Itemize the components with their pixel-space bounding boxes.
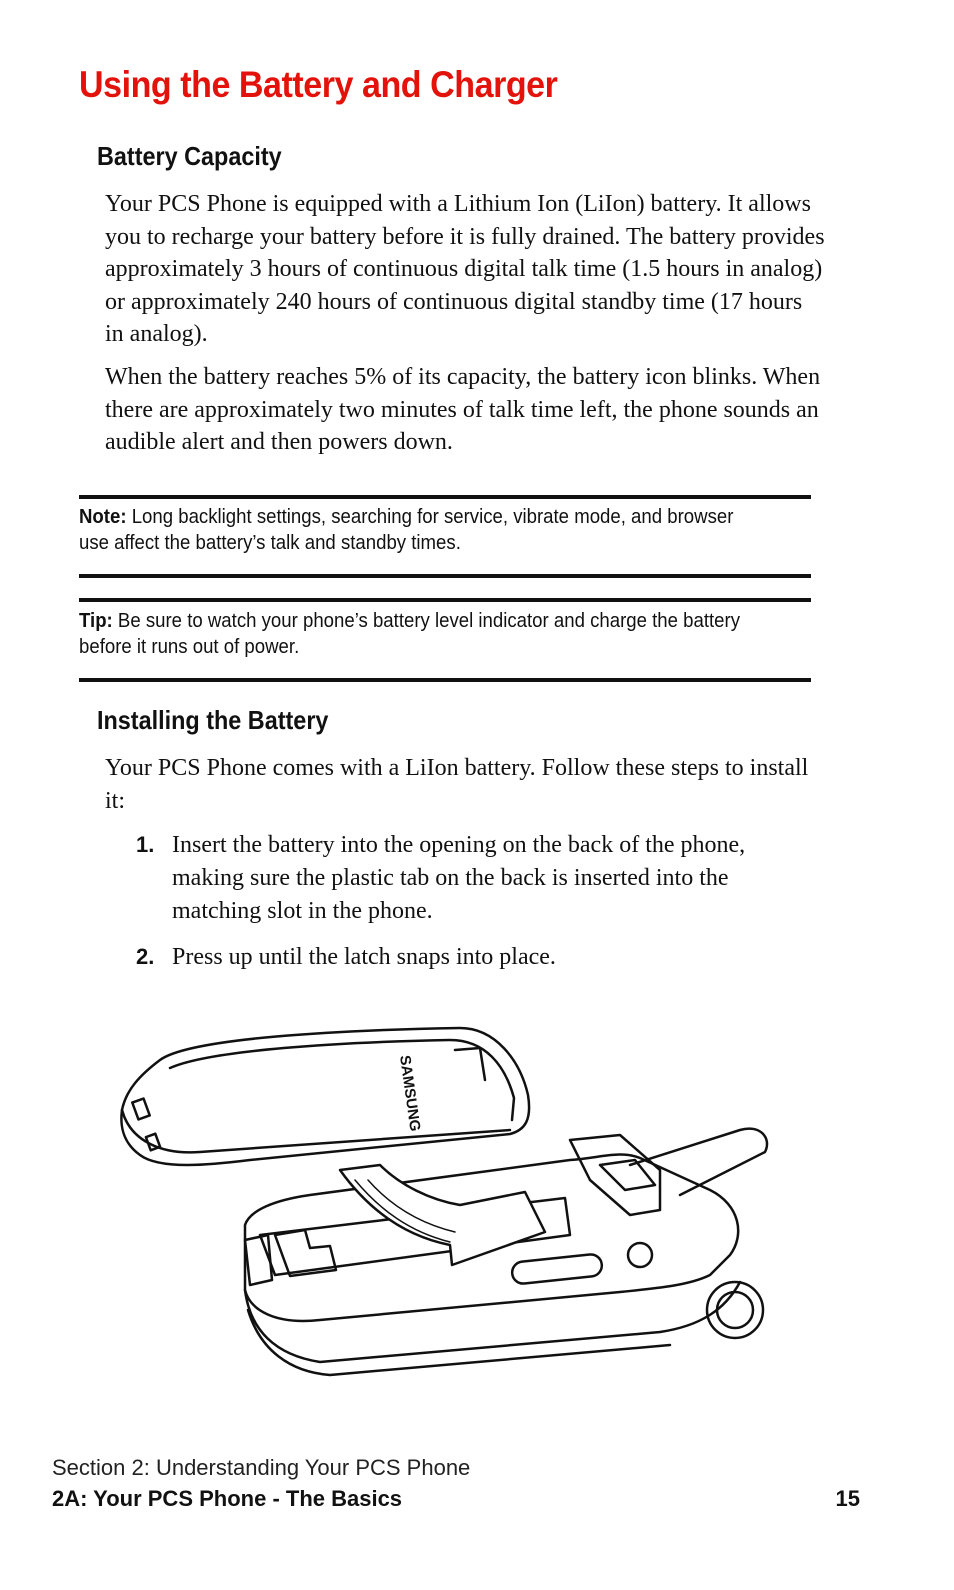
battery-installation-illustration — [100, 1020, 800, 1400]
page-number: 15 — [835, 1486, 860, 1511]
note-callout — [79, 504, 767, 556]
footer-section: Section 2: Understanding Your PCS Phone — [52, 1455, 471, 1480]
step-number: 1. — [136, 832, 155, 857]
tip-bottom-rule — [79, 678, 811, 682]
battery-cover — [121, 1028, 529, 1165]
tip-label: Tip: — [79, 610, 113, 632]
note-top-rule — [79, 495, 811, 499]
step-text: Press up until the latch snaps into place. — [172, 944, 556, 970]
installing-intro: Your PCS Phone comes with a LiIon battery. Follow these steps to install it: — [105, 755, 809, 814]
note-label: Note: — [79, 506, 127, 528]
tip-callout — [79, 608, 767, 660]
battery-capacity-heading: Battery Capacity — [97, 141, 282, 171]
tip-top-rule — [79, 598, 811, 602]
installing-battery-heading: Installing the Battery — [97, 705, 329, 735]
tip-text: Be sure to watch your phone’s battery level indicator and charge the battery before it runs out of power. — [79, 610, 741, 658]
battery-capacity-paragraph-2: When the battery reaches 5% of its capacity, the battery icon blinks. When there are approximately two minutes of talk time left, the phone sounds an audible alert and then powers down. — [105, 364, 821, 455]
step-number: 2. — [136, 944, 155, 969]
note-text: Long backlight settings, searching for service, vibrate mode, and browser use affect the battery’s talk and standby times. — [79, 506, 734, 554]
samsung-logo: SAMSUNG — [396, 1054, 424, 1133]
step-text: Insert the battery into the opening on the back of the phone, making sure the plastic tab on the back is inserted into the matching slot in the phone. — [172, 832, 746, 924]
battery-capacity-paragraph-1: Your PCS Phone is equipped with a Lithium Ion (LiIon) battery. It allows you to recharge your battery before it is fully drained. The battery provides approximately 3 hours of continuous digital talk time (1.5 hours in analog) or approximately 240 hours of continuous digital standby time (17 hours in analog). — [105, 191, 825, 347]
insertion-arrow — [340, 1165, 545, 1265]
phone-body — [245, 1129, 767, 1375]
note-bottom-rule — [79, 574, 811, 578]
page-title: Using the Battery and Charger — [79, 64, 558, 105]
footer-chapter: 2A: Your PCS Phone - The Basics — [52, 1486, 403, 1511]
